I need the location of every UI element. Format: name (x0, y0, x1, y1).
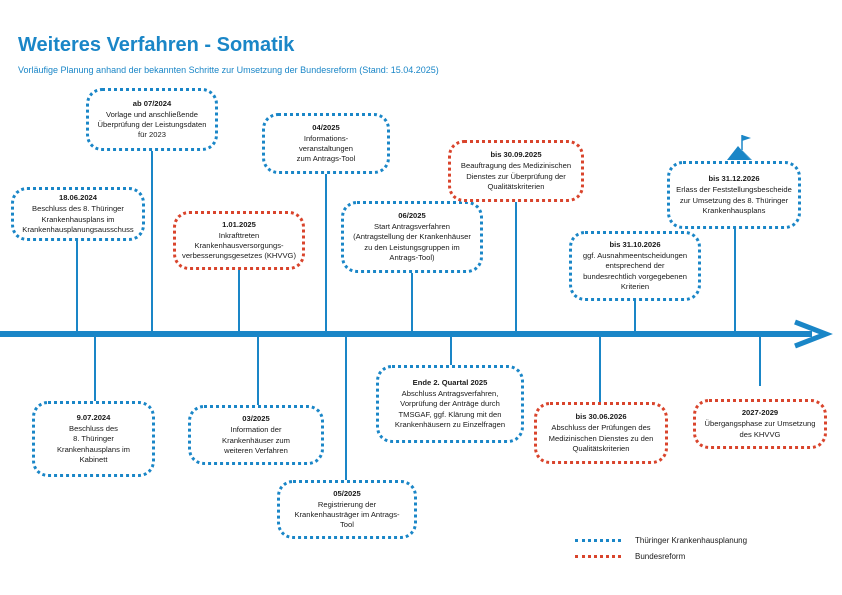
event-date: bis 30.09.2025 (490, 150, 542, 160)
event-box-b2 (188, 405, 324, 465)
legend-label: Thüringer Krankenhausplanung (635, 536, 748, 545)
event-box-e6 (448, 140, 584, 202)
event-text: Übergangsphase zur Umsetzung des KHVVG (704, 419, 816, 439)
event-box-b1 (32, 401, 155, 477)
event-text: ggf. Ausnahmeentscheidungen entsprechend der bundesrechtlich vorgegebenen Kriterien (582, 251, 688, 291)
mountain-flag-icon (727, 135, 752, 160)
event-date: bis 31.10.2026 (609, 240, 661, 250)
legend-swatch-red (575, 555, 621, 558)
legend-label: Bundesreform (635, 552, 686, 561)
page-subtitle: Vorläufige Planung anhand der bekannten Schritte zur Umsetzung der Bundesreform (Stand: 15.04.2025) (18, 65, 439, 75)
legend-swatch-blue (575, 539, 621, 542)
event-box-e3 (173, 211, 305, 270)
event-box-e1 (11, 187, 145, 241)
event-date: 06/2025 (398, 211, 426, 221)
event-box-b6 (693, 399, 827, 449)
event-date: 2027-2029 (741, 408, 779, 418)
event-text: Inkrafttreten Krankenhausversorgungs- verbesserungsgesetzes (KHVVG) (182, 230, 296, 261)
event-text: Informations- veranstaltungen zum Antrags-Tool (296, 133, 356, 164)
event-date: 05/2025 (333, 488, 361, 498)
event-text: Abschluss der Prüfungen des Medizinischen Dienstes zu den Qualitätskriterien (548, 423, 654, 453)
event-box-e4 (262, 113, 390, 174)
event-box-e2 (86, 88, 218, 151)
page-title: Weiteres Verfahren - Somatik (18, 34, 295, 56)
event-text: Beschluss des 8. Thüringer Krankenhausplans im Kabinett (56, 424, 131, 464)
event-text: Erlass der Feststellungsbescheide zur Umsetzung des 8. Thüringer Krankenhausplans (676, 185, 792, 215)
event-box-e8 (667, 161, 801, 229)
event-date: 03/2025 (242, 414, 270, 424)
event-date: ab 07/2024 (132, 98, 172, 108)
event-box-e7 (569, 231, 701, 301)
event-text: Start Antragsverfahren (Antragstellung der Krankenhäuser zu den Leistungsgruppen im Antrags-Tool) (353, 222, 471, 262)
event-box-b3 (277, 480, 417, 539)
legend-item-blue (575, 536, 747, 545)
event-date: bis 30.06.2026 (575, 412, 627, 422)
event-text: Beschluss des 8. Thüringer Krankenhausplans im Krankenhausplanungsausschuss (22, 204, 134, 234)
event-date: bis 31.12.2026 (708, 174, 760, 184)
event-text: Vorlage und anschließende Überprüfung der Leistungsdaten für 2023 (97, 109, 207, 140)
event-text: Abschluss Antragsverfahren, Vorprüfung der Anträge durch TMSGAF, ggf. Klärung mit den Krankenhäusern zu Einzelfragen (394, 389, 506, 429)
event-box-b5 (534, 402, 668, 464)
event-date: 1.01.2025 (222, 219, 256, 229)
legend-item-red (575, 552, 685, 561)
event-date: 9.07.2024 (76, 413, 111, 423)
event-date: 18.06.2024 (58, 193, 97, 203)
event-text: Information der Krankenhäuser zum weiteren Verfahren (222, 425, 290, 455)
event-text: Registrierung der Krankenhausträger im Antrags- Tool (294, 499, 400, 530)
event-box-b4 (376, 365, 524, 443)
event-date: 04/2025 (312, 122, 340, 132)
event-date: Ende 2. Quartal 2025 (412, 378, 488, 388)
event-text: Beauftragung des Medizinischen Dienstes zur Überprüfung der Qualitätskriterien (460, 161, 572, 191)
event-box-e5 (341, 201, 483, 273)
